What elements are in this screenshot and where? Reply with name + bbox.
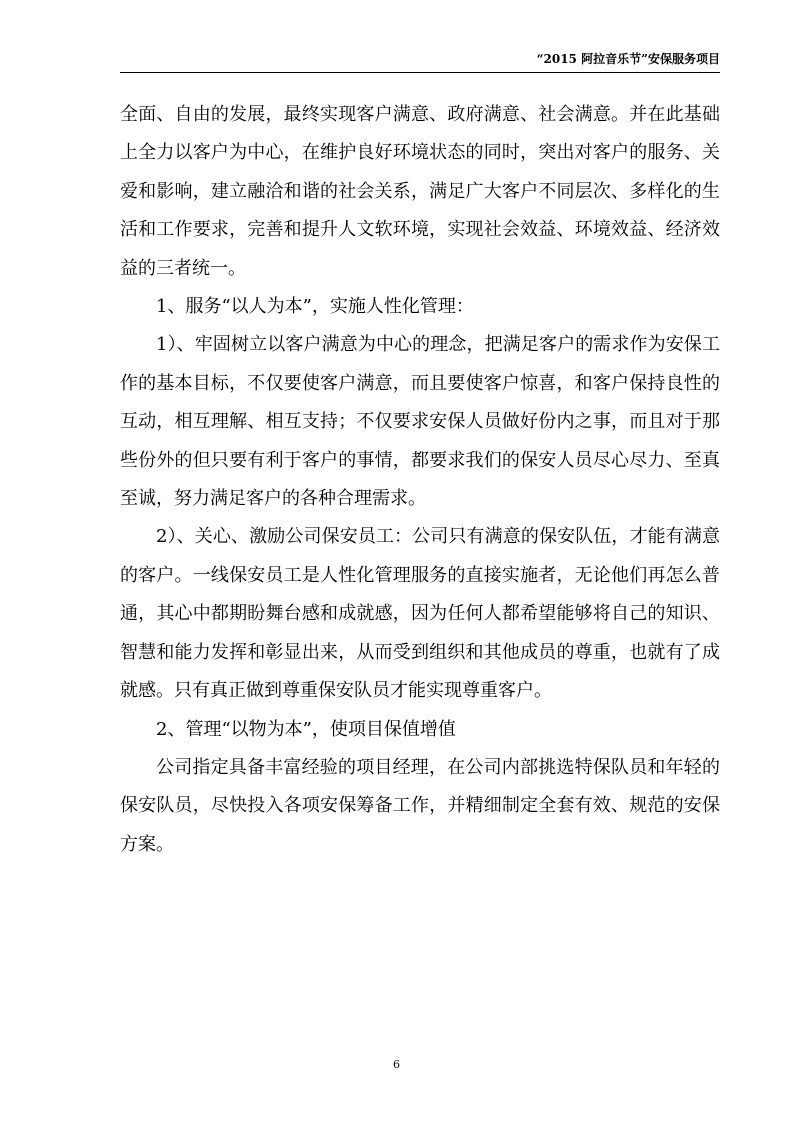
paragraph-project-manager: 公司指定具备丰富经验的项目经理，在公司内部挑选特保队员和年轻的保安队员，尽快投入各项安保筹备工作，并精细制定全套有效、规范的安保方案。	[120, 756, 720, 855]
header-divider	[120, 72, 720, 73]
paragraph-item-1: 1）、牢固树立以客户满意为中心的理念，把满足客户的需求作为安保工作的基本目标，不仅要使客户满意，而且要使客户惊喜，和客户保持良性的互动，相互理解、相互支持；不仅要求安保人员做好份内之事，而且对于那些份外的但只要有利于客户的事情，都要求我们的保安人员尽心尽力、至真至诚，努力满足客户的各种合理需求。	[120, 334, 720, 510]
paragraph-continuation: 全面、自由的发展，最终实现客户满意、政府满意、社会满意。并在此基础上全力以客户为中心，在维护良好环境状态的同时，突出对客户的服务、关爱和影响，建立融洽和谐的社会关系，满足广大客户不同层次、多样化的生活和工作要求，完善和提升人文软环境，实现社会效益、环境效益、经济效益的三者统一。	[120, 104, 720, 279]
header-title: “2015 阿拉音乐节”安保服务项目	[536, 52, 720, 66]
paragraph-item-2: 2）、关心、激励公司保安员工：公司只有满意的保安队伍，才能有满意的客户。一线保安员工是人性化管理服务的直接实施者，无论他们再怎么普通，其心中都期盼舞台感和成就感，因为任何人都希望能够将自己的知识、智慧和能力发挥和彰显出来，从而受到组织和其他成员的尊重，也就有了成就感。只有真正做到尊重保安队员才能实现尊重客户。	[120, 526, 720, 702]
page-number: 6	[393, 1058, 400, 1071]
section-heading-1: 1、服务“以人为本”，实施人性化管理：	[156, 296, 474, 318]
body-text	[120, 96, 720, 864]
section-heading-2: 2、管理“以物为本”，使项目保值增值	[156, 718, 456, 740]
